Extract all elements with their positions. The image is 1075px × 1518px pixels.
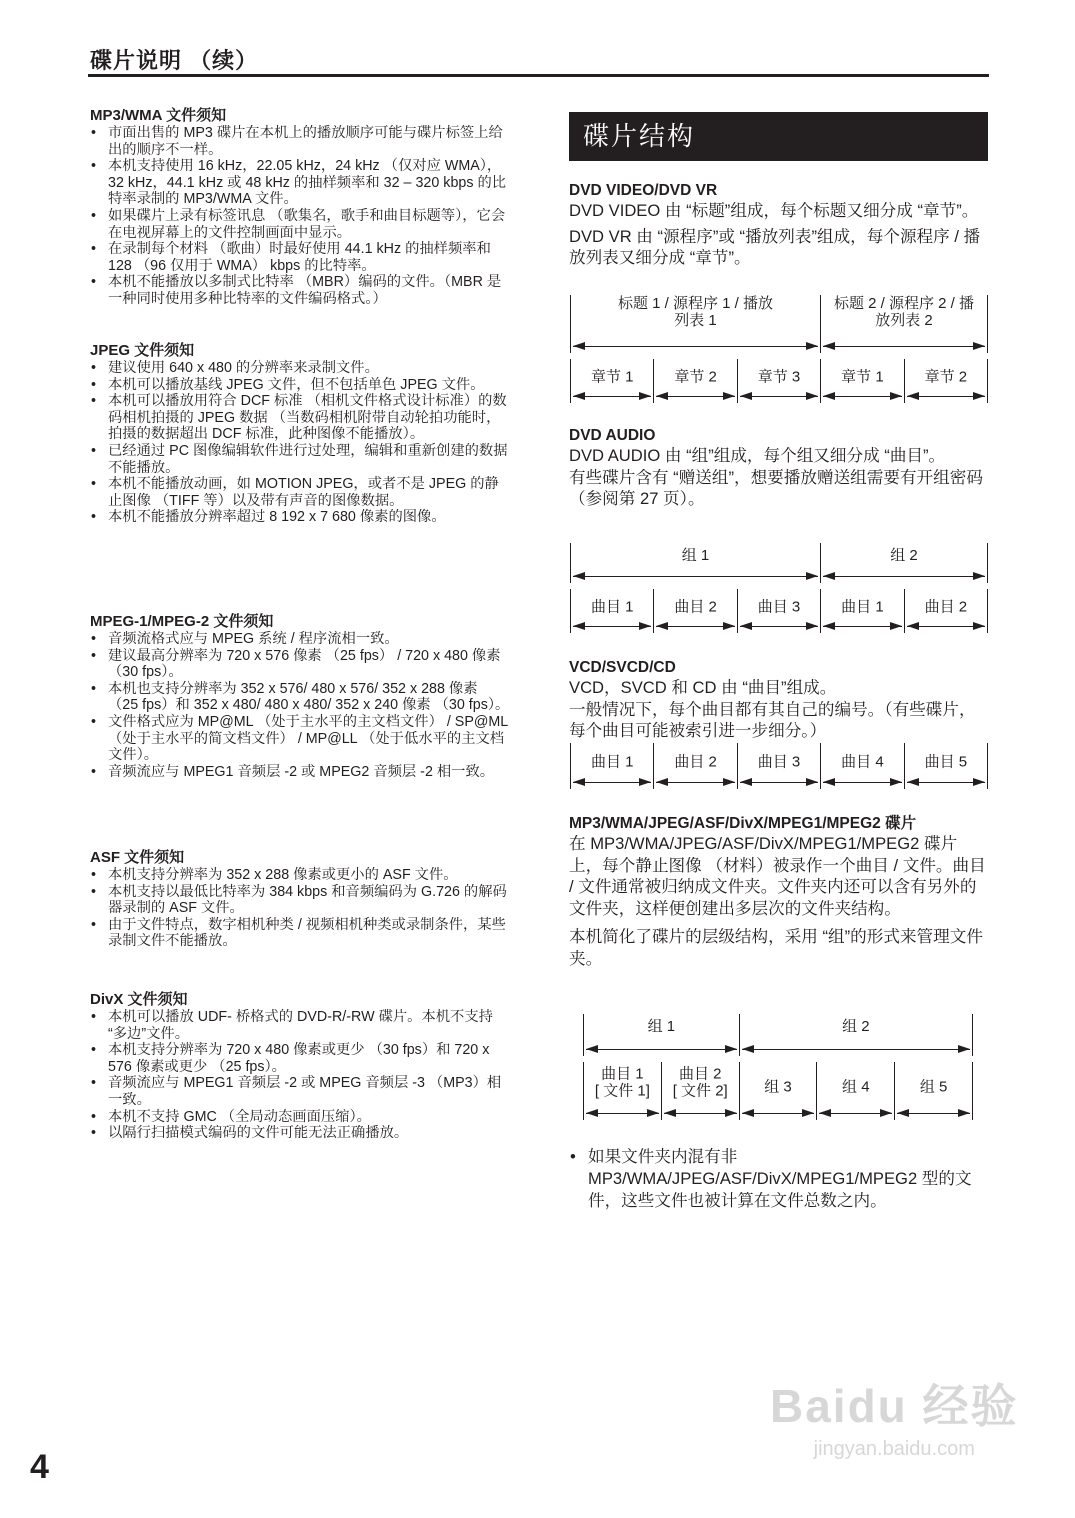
chapter-segment: [653, 359, 736, 403]
list-item: • 由于文件特点，数字相机种类 / 视频相机种类或录制条件，某些录制文件不能播放。: [90, 917, 510, 950]
paragraph: 有些碟片含有 “赠送组”，想要播放赠送组需要有开组密码 （参阅第 27 页）。: [569, 467, 983, 509]
chapter-segment: [570, 359, 653, 403]
track-segment: [904, 743, 988, 789]
mp3-disc-structure-diagram: [583, 1014, 973, 1120]
segment-label: 标题 2 / 源程序 2 / 播放列表 2: [833, 295, 975, 329]
track-segment: [653, 589, 736, 633]
double-arrow-icon: [656, 626, 734, 627]
paragraph: DVD AUDIO 由 “组”组成，每个组又细分成 “曲目”。: [569, 446, 946, 465]
bullet-list: [90, 1009, 510, 1142]
file-label: [ 文件 1]: [594, 1082, 650, 1100]
section-heading: MP3/WMA/JPEG/ASF/DivX/MPEG1/MPEG2 碟片: [569, 815, 917, 832]
list-item: • 本机支持分辨率为 352 x 288 像素或更小的 ASF 文件。: [90, 867, 510, 884]
watermark-logo: Baidu 经验: [770, 1380, 1019, 1432]
list-item: • 本机支持以最低比特率为 384 kbps 和音频编码为 G.726 的解码器录制的 ASF 文件。: [90, 884, 510, 917]
list-item: • 如果文件夹内混有非 MP3/WMA/JPEG/ASF/DivX/MPEG1/MPEG2 型的文件，这些文件也被计算在文件总数之内。: [569, 1146, 989, 1212]
dvd-audio-structure-diagram: [570, 543, 988, 633]
track-segment: [737, 589, 820, 633]
section-asf-notes: [90, 849, 510, 950]
bullet-list: [90, 631, 510, 780]
title-segment: [820, 295, 988, 353]
track-label: 曲目 1: [601, 1065, 644, 1083]
section-jpeg-notes: [90, 342, 510, 526]
bullet-list: [90, 867, 510, 950]
track-segment: [904, 589, 988, 633]
double-arrow-icon: [740, 626, 818, 627]
section-heading: MPEG-1/MPEG-2 文件须知: [90, 613, 274, 630]
list-item: • 音频流格式应与 MPEG 系统 / 程序流相一致。: [90, 631, 510, 648]
double-arrow-icon: [823, 576, 985, 577]
segment-label: 标题 1 / 源程序 1 / 播放列表 1: [617, 295, 774, 329]
track-segment: [737, 743, 820, 789]
segment-label: 组 1: [681, 547, 710, 564]
section-dvd-audio: [569, 426, 989, 510]
double-arrow-icon: [907, 626, 985, 627]
list-item: • 本机可以播放 UDF- 桥格式的 DVD-R/-RW 碟片。本机不支持 “多边”文件。: [90, 1009, 510, 1042]
double-arrow-icon: [573, 626, 651, 627]
list-item: • 本机可以播放用符合 DCF 标准 （相机文件格式设计标准）的数码相机拍摄的 JPEG 数据 （当数码相机附带自动轮拍功能时，拍摄的数据超出 DCF 标准，此种图像不能播放）。: [90, 393, 510, 443]
section-heading: JPEG 文件须知: [90, 342, 195, 359]
group-segment: [583, 1014, 739, 1056]
chapter-segment: [737, 359, 820, 403]
segment-label: 曲目 1: [590, 598, 634, 616]
list-item: • 本机可以播放基线 JPEG 文件，但不包括单色 JPEG 文件。: [90, 377, 510, 394]
segment-label: 章节 3: [757, 368, 801, 386]
group-segment: [570, 543, 820, 583]
list-item: • 本机不能播放分辨率超过 8 192 x 7 680 像素的图像。: [90, 509, 510, 526]
track-segment: [570, 589, 653, 633]
list-item: • 音频流应与 MPEG1 音频层 -2 或 MPEG2 音频层 -2 相一致。: [90, 764, 510, 781]
double-arrow-icon: [586, 1049, 737, 1050]
double-arrow-icon: [742, 1049, 970, 1050]
header-rule: [88, 74, 989, 77]
group-segment: [739, 1014, 973, 1056]
title-segment: [570, 295, 820, 353]
list-item: • 本机也支持分辨率为 352 x 576/ 480 x 576/ 352 x 288 像素 （25 fps）和 352 x 480/ 480 x 480/ 352 x 240 像素 （30 fps）。: [90, 681, 510, 714]
double-arrow-icon: [823, 396, 901, 397]
segment-label: 组 5: [919, 1078, 948, 1096]
segment-label: 章节 1: [590, 368, 634, 386]
list-item: • 本机支持分辨率为 720 x 480 像素或更少 （30 fps）和 720 x 576 像素或更少 （25 fps）。: [90, 1042, 510, 1075]
double-arrow-icon: [573, 396, 651, 397]
double-arrow-icon: [573, 346, 818, 347]
segment-label: 组 3: [764, 1078, 792, 1096]
list-item: • 在录制每个材料 （歌曲）时最好使用 44.1 kHz 的抽样频率和 128 （96 仅用于 WMA） kbps 的比特率。: [90, 241, 510, 274]
segment-label: 章节 2: [674, 368, 717, 386]
segment-label: [584, 1066, 661, 1100]
track-segment: [820, 743, 903, 789]
segment-label: 曲目 2: [674, 753, 717, 771]
baidu-watermark: [770, 1370, 1019, 1461]
disc-structure-title: 碟片结构: [569, 112, 988, 161]
segment-label: [662, 1066, 739, 1100]
double-arrow-icon: [897, 1113, 970, 1114]
double-arrow-icon: [907, 782, 985, 783]
list-item: • 文件格式应为 MP@ML （处于主水平的主文档文件） / SP@ML （处于主水平的简文档文件） / MP@LL （处于低水平的主文档文件）。: [90, 714, 510, 764]
page-header-title: 碟片说明 （续）: [90, 48, 259, 73]
section-mp3-wma-notes: [90, 107, 510, 308]
double-arrow-icon: [586, 1113, 659, 1114]
segment-label: 曲目 5: [924, 753, 968, 771]
list-item: • 本机不能播放动画，如 MOTION JPEG，或者不是 JPEG 的静止图像 （TIFF 等）以及带有声音的图像数据。: [90, 476, 510, 509]
double-arrow-icon: [907, 396, 985, 397]
paragraph: 一般情况下，每个曲目都有其自己的编号。（有些碟片，每个曲目可能被索引进一步细分。）: [569, 699, 976, 741]
segment-label: 曲目 3: [757, 753, 801, 771]
double-arrow-icon: [664, 1113, 737, 1114]
double-arrow-icon: [740, 396, 818, 397]
list-item: • 已经通过 PC 图像编辑软件进行过处理，编辑和重新创建的数据不能播放。: [90, 443, 510, 476]
double-arrow-icon: [823, 626, 901, 627]
chapter-segment: [904, 359, 988, 403]
section-heading: DivX 文件须知: [90, 991, 188, 1008]
group-segment: [816, 1062, 894, 1120]
double-arrow-icon: [656, 782, 734, 783]
paragraph: DVD VR 由 “源程序”或 “播放列表”组成，每个源程序 / 播放列表又细分成 “章节”。: [569, 226, 981, 268]
list-item: • 如果碟片上录有标签讯息 （歌集名，歌手和曲目标题等），它会在电视屏幕上的文件控制画面中显示。: [90, 208, 510, 241]
list-item: • 建议最高分辨率为 720 x 576 像素 （25 fps） / 720 x 480 像素 （30 fps）。: [90, 648, 510, 681]
double-arrow-icon: [656, 396, 734, 397]
segment-label: 曲目 1: [841, 598, 884, 616]
double-arrow-icon: [740, 782, 818, 783]
section-vcd: [569, 658, 989, 742]
double-arrow-icon: [823, 346, 985, 347]
track-segment: [820, 589, 903, 633]
paragraph: 本机简化了碟片的层级结构，采用 “组”的形式来管理文件夹。: [569, 926, 983, 968]
track-segment: [653, 743, 736, 789]
list-item: • 建议使用 640 x 480 的分辨率来录制文件。: [90, 360, 510, 377]
list-item: • 本机不能播放以多制式比特率 （MBR）编码的文件。（MBR 是一种同时使用多种比特率的文件编码格式。）: [90, 274, 510, 307]
list-item: • 市面出售的 MP3 碟片在本机上的播放顺序可能与碟片标签上给出的顺序不一样。: [90, 125, 510, 158]
group-segment: [820, 543, 988, 583]
chapter-segment: [820, 359, 903, 403]
section-dvd-video: [569, 181, 989, 269]
track-label: 曲目 2: [678, 1065, 722, 1083]
page-number: 4: [30, 1448, 49, 1486]
double-arrow-icon: [573, 782, 651, 783]
file-label: [ 文件 2]: [672, 1082, 728, 1100]
segment-label: 曲目 3: [757, 598, 801, 616]
list-item: • 以隔行扫描模式编码的文件可能无法正确播放。: [90, 1125, 510, 1142]
section-mpeg-notes: [90, 613, 510, 780]
group-segment: [739, 1062, 817, 1120]
segment-label: 曲目 4: [841, 753, 884, 771]
bullet-list: [90, 360, 510, 526]
section-heading: VCD/SVCD/CD: [569, 659, 676, 676]
track-file-segment: [661, 1062, 739, 1120]
segment-label: 章节 2: [924, 368, 968, 386]
paragraph: DVD VIDEO 由 “标题”组成，每个标题又细分成 “章节”。: [569, 201, 979, 220]
segment-label: 组 2: [890, 547, 918, 564]
section-heading: DVD VIDEO/DVD VR: [569, 182, 718, 199]
segment-label: 章节 1: [841, 368, 884, 386]
section-divx-notes: [90, 991, 510, 1142]
list-item: • 本机不支持 GMC （全局动态画面压缩）。: [90, 1109, 510, 1126]
group-segment: [894, 1062, 973, 1120]
dvd-video-structure-diagram: [570, 295, 988, 403]
double-arrow-icon: [819, 1113, 892, 1114]
paragraph: 在 MP3/WMA/JPEG/ASF/DivX/MPEG1/MPEG2 碟片上，每个静止图像 （材料）被录作一个曲目 / 文件。曲目 / 文件通常被归纳成文件夹。文件夹内还可以含有另外的文件夹，这样便创建出多层次的文件夹结构。: [569, 834, 986, 919]
note-list: [569, 1146, 989, 1212]
list-item: • 音频流应与 MPEG1 音频层 -2 或 MPEG 音频层 -3 （MP3）相一致。: [90, 1075, 510, 1108]
segment-label: 组 4: [842, 1078, 870, 1096]
section-heading: DVD AUDIO: [569, 427, 656, 444]
paragraph: VCD，SVCD 和 CD 由 “曲目”组成。: [569, 678, 837, 697]
double-arrow-icon: [573, 576, 818, 577]
segment-label: 曲目 2: [674, 598, 717, 616]
segment-label: 组 2: [842, 1018, 870, 1035]
section-mp3-disc: [569, 814, 989, 969]
bullet-list: [90, 125, 510, 308]
section-heading: MP3/WMA 文件须知: [90, 107, 227, 124]
double-arrow-icon: [823, 782, 901, 783]
track-file-segment: [583, 1062, 661, 1120]
vcd-structure-diagram: [570, 743, 988, 789]
segment-label: 组 1: [647, 1018, 676, 1035]
section-heading: ASF 文件须知: [90, 849, 185, 866]
segment-label: 曲目 2: [924, 598, 968, 616]
double-arrow-icon: [742, 1113, 815, 1114]
segment-label: 曲目 1: [590, 753, 634, 771]
track-segment: [570, 743, 653, 789]
list-item: • 本机支持使用 16 kHz，22.05 kHz，24 kHz （仅对应 WMA），32 kHz，44.1 kHz 或 48 kHz 的抽样频率和 32 – 320 kbps 的比特率录制的 MP3/WMA 文件。: [90, 158, 510, 208]
watermark-url: jingyan.baidu.com: [813, 1438, 975, 1460]
